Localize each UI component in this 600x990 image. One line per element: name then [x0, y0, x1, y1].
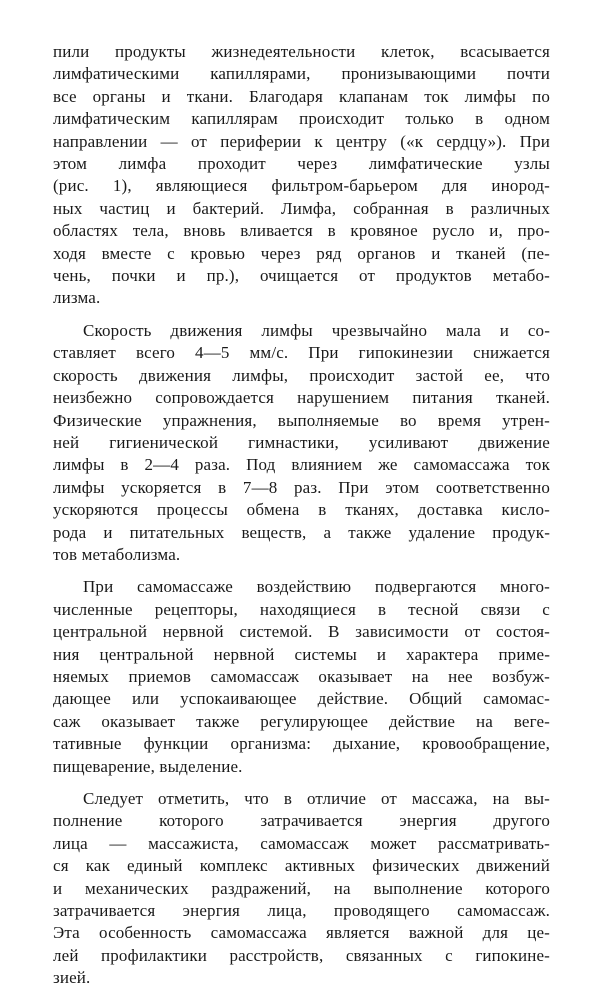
- text-line: Физические упражнения, выполняемые во время утрен-: [53, 410, 550, 430]
- text-line: пили продукты жизнедеятельности клеток, всасывается: [53, 42, 550, 61]
- paragraph-receptors: [53, 576, 550, 778]
- text-line: ускоряются процессы обмена в тканях, доставка кисло-: [53, 500, 550, 520]
- text-line: саж оказывает также регулирующее действие на веге-: [53, 711, 550, 731]
- text-line: При самомассаже воздействию подвергаются много-: [83, 577, 550, 597]
- text-line: дающее или успокаивающее действие. Общий самомас-: [53, 689, 550, 709]
- text-line: ней гигиенической гимнастики, усиливают движение: [53, 432, 550, 452]
- text-line: скорость движения лимфы, происходит застой ее, что: [53, 365, 550, 385]
- text-line: Эта особенность самомассажа является важной для це-: [53, 923, 550, 943]
- text-line: этом лимфа проходит через лимфатические узлы: [53, 154, 550, 174]
- text-line: (рис. 1), являющиеся фильтром-барьером для инород-: [53, 176, 550, 196]
- text-line: няемых приемов самомассаж оказывает на нее возбуж-: [53, 666, 550, 686]
- text-line: центральной нервной системой. В зависимости от состоя-: [53, 622, 550, 642]
- text-line: лизма.: [53, 288, 101, 308]
- text-line: направлении — от периферии к центру («к сердцу»). При: [53, 131, 550, 151]
- text-line: чень, почки и пр.), очищается от продуктов метабо-: [53, 266, 550, 286]
- text-line: лимфатическими капиллярами, пронизывающими почти: [53, 64, 550, 84]
- text-line: пищеварение, выделение.: [53, 756, 243, 776]
- text-line: ния центральной нервной системы и характера приме-: [53, 644, 550, 664]
- text-line: ся как единый комплекс активных физических движений: [53, 856, 550, 876]
- text-line: все органы и ткани. Благодаря клапанам ток лимфы по: [53, 86, 550, 106]
- text-line: лей профилактики расстройств, связанных с гипокине-: [53, 945, 550, 965]
- text-line: Следует отметить, что в отличие от массажа, на вы-: [83, 789, 550, 808]
- paragraph-self-massage-difference: [53, 788, 550, 990]
- text-line: Скорость движения лимфы чрезвычайно мала и со-: [83, 320, 550, 340]
- page-body: [53, 41, 550, 990]
- text-line: лимфы ускоряется в 7—8 раз. При этом соответственно: [53, 477, 550, 497]
- paragraph-lymph-speed: [53, 320, 550, 566]
- text-line: затрачивается энергия лица, проводящего самомассаж.: [53, 901, 550, 921]
- text-line: тов метаболизма.: [53, 544, 181, 564]
- text-line: рода и питательных веществ, а также удаление продук-: [53, 522, 550, 542]
- text-line: численные рецепторы, находящиеся в тесной связи с: [53, 599, 550, 619]
- text-line: ных частиц и бактерий. Лимфа, собранная в различных: [53, 198, 550, 218]
- text-line: лица — массажиста, самомассаж может рассматривать-: [53, 833, 550, 853]
- text-line: полнение которого затрачивается энергия другого: [53, 811, 550, 831]
- text-line: ставляет всего 4—5 мм/с. При гипокинезии снижается: [53, 343, 550, 363]
- text-line: тативные функции организма: дыхание, кровообращение,: [53, 734, 550, 754]
- paragraph-lymph-flow: [53, 41, 550, 310]
- text-line: ходя вместе с кровью через ряд органов и тканей (пе-: [53, 243, 550, 263]
- text-line: неизбежно сопровождается нарушением питания тканей.: [53, 388, 550, 408]
- text-line: лимфатическим капиллярам происходит только в одном: [53, 109, 550, 129]
- text-line: зией.: [53, 968, 91, 988]
- text-line: областях тела, вновь вливается в кровяное русло и, про-: [53, 221, 550, 241]
- text-line: и механических раздражений, на выполнение которого: [53, 878, 550, 898]
- text-line: лимфы в 2—4 раза. Под влиянием же самомассажа ток: [53, 455, 550, 475]
